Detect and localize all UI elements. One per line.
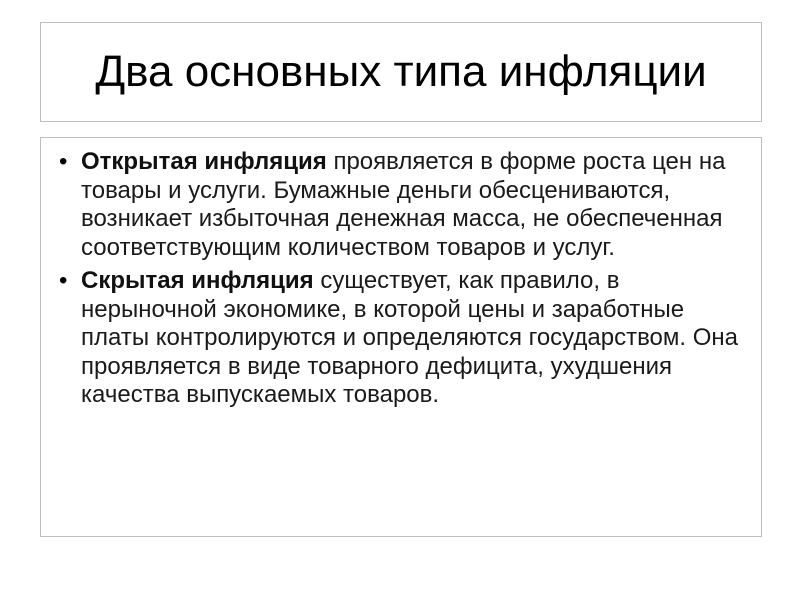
bullet-item-hidden-inflation — [53, 267, 749, 410]
bullet-icon: • — [59, 267, 68, 294]
desc-hidden-inflation: существует, как правило, в нерыночной экономике, в которой цены и заработные платы контролируются и определяются государством. Она проявляется в виде товарного дефицита, ухудшения качества выпускаемых товаров. — [81, 267, 739, 408]
bullet-icon: • — [59, 148, 68, 175]
term-open-inflation: Открытая инфляция — [81, 148, 327, 175]
bullet-list — [53, 148, 749, 410]
bullet-item-open-inflation — [53, 148, 749, 262]
term-hidden-inflation: Скрытая инфляция — [81, 267, 314, 294]
content-box — [40, 137, 762, 537]
title-box — [40, 22, 762, 122]
desc-open-inflation: проявляется в форме роста цен на товары и услуги. Бумажные деньги обесцениваются, возникает избыточная денежная масса, не обеспеченная соответствующим количеством товаров и услуг. — [81, 148, 726, 261]
slide-title: Два основных типа инфляции — [95, 46, 707, 96]
